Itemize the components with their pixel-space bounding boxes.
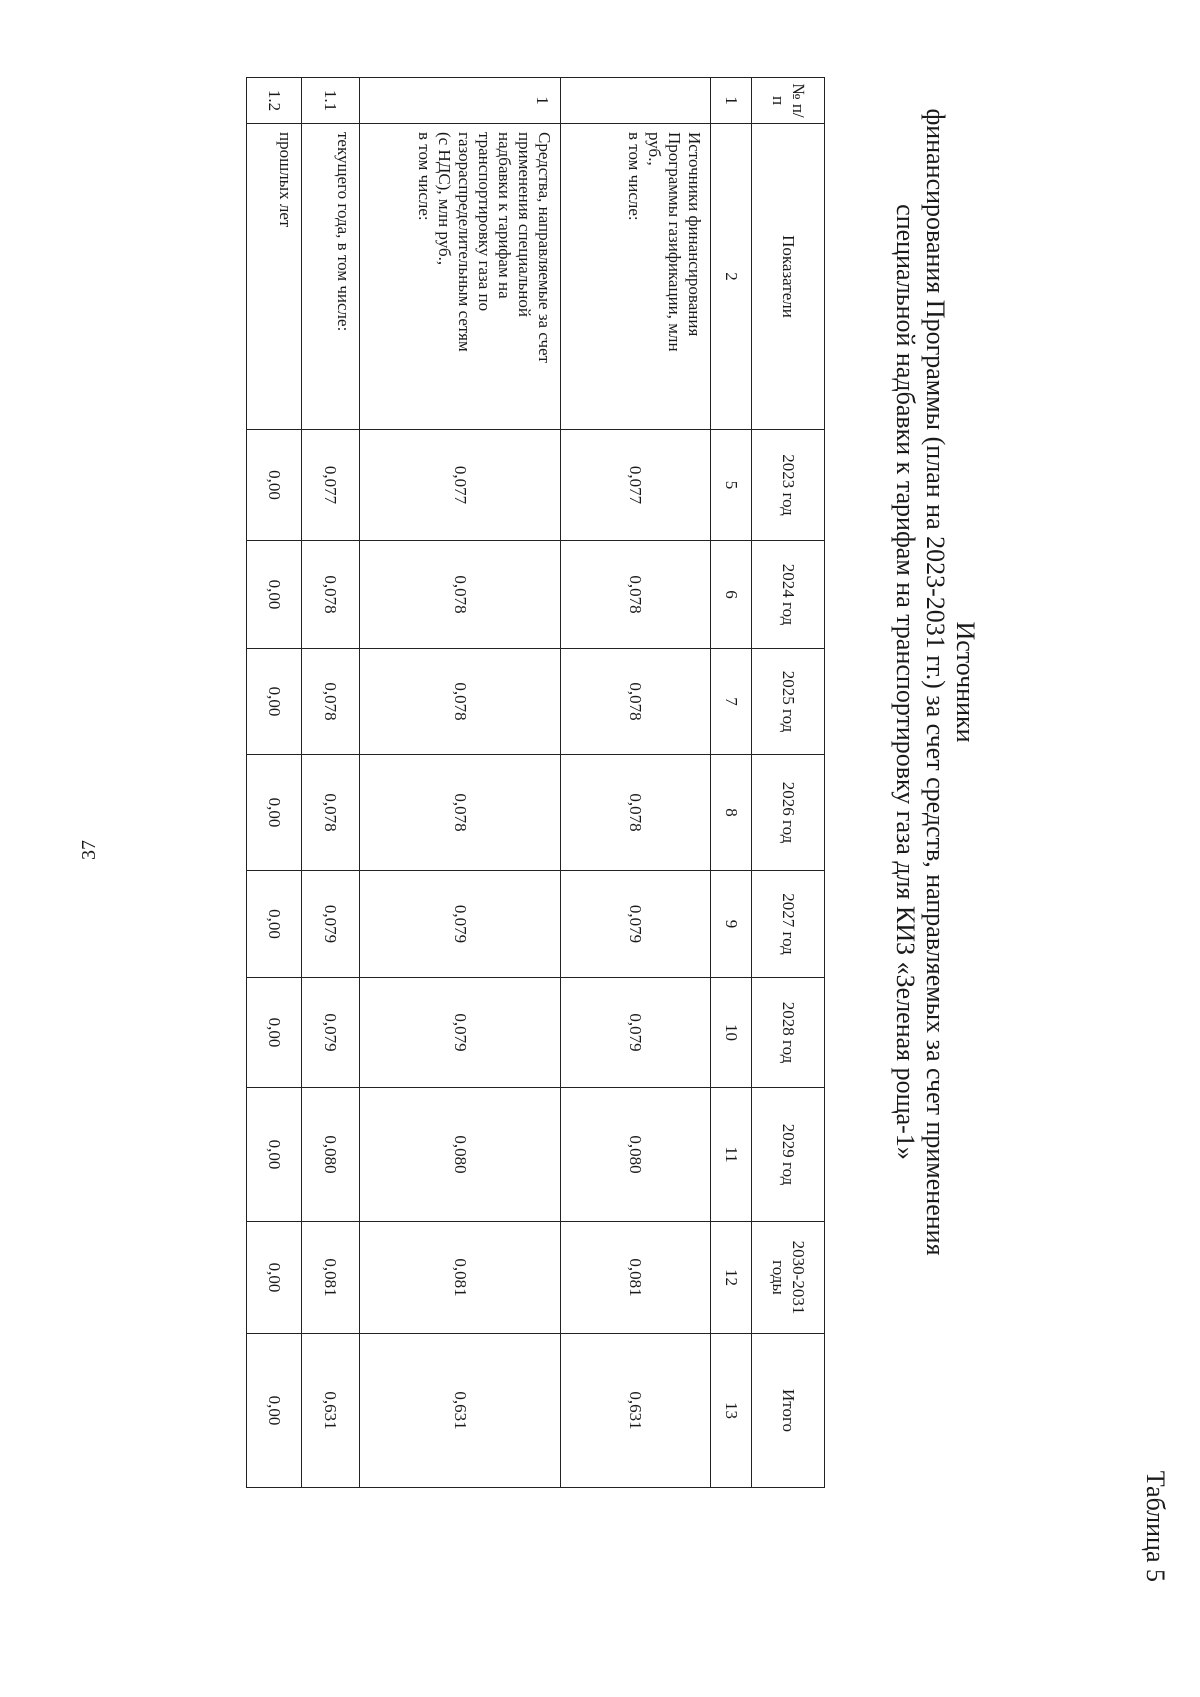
- header-cell: Показатели: [752, 124, 825, 430]
- indicator-line: надбавки к тарифам на: [495, 132, 514, 299]
- column-number-cell: 6: [711, 541, 752, 649]
- value-cell: 0,00: [247, 649, 302, 755]
- financing-table: [246, 77, 825, 1488]
- row-number-cell: [561, 78, 711, 124]
- value-cell: 0,077: [561, 430, 711, 541]
- title-line-2: финансирования Программы (план на 2023-2031 гг.) за счет средств, направляемых за счет применения: [921, 108, 950, 1256]
- table-row: [360, 78, 561, 1488]
- total-cell: 0,631: [561, 1334, 711, 1488]
- indicator-line: транспортировку газа по: [475, 132, 494, 312]
- column-number-cell: 12: [711, 1222, 752, 1334]
- value-cell: 0,080: [360, 1088, 561, 1222]
- header-cell: № п/п: [752, 78, 825, 124]
- document-title: [890, 32, 980, 1332]
- value-cell: 0,078: [302, 649, 360, 755]
- value-cell: 0,080: [561, 1088, 711, 1222]
- value-cell: 0,00: [247, 978, 302, 1088]
- value-cell: 0,081: [561, 1222, 711, 1334]
- value-cell: 0,077: [302, 430, 360, 541]
- value-cell: 0,081: [360, 1222, 561, 1334]
- header-cell: 2029 год: [752, 1088, 825, 1222]
- total-cell: 0,631: [360, 1334, 561, 1488]
- row-number-cell: 1.2: [247, 78, 302, 124]
- header-cell: 2023 год: [752, 430, 825, 541]
- table-row: [561, 78, 711, 1488]
- row-number-cell: 1.1: [302, 78, 360, 124]
- header-cell: 2028 год: [752, 978, 825, 1088]
- value-cell: 0,078: [360, 649, 561, 755]
- indicator-line: (с НДС), млн руб.,: [435, 132, 454, 266]
- value-cell: 0,080: [302, 1088, 360, 1222]
- title-line-3: специальной надбавки к тарифам на транспортировку газа для КИЗ «Зеленая роща-1»: [891, 204, 920, 1160]
- value-cell: 0,079: [360, 871, 561, 978]
- rotated-content: [205, 32, 1200, 1612]
- value-cell: 0,078: [561, 755, 711, 871]
- indicator-cell: прошлых лет: [247, 124, 302, 430]
- column-number-cell: 9: [711, 871, 752, 978]
- header-cell: Итого: [752, 1334, 825, 1488]
- value-cell: 0,00: [247, 430, 302, 541]
- header-cell: 2024 год: [752, 541, 825, 649]
- indicator-line: применения специальной: [515, 132, 534, 317]
- value-cell: 0,079: [302, 978, 360, 1088]
- value-cell: 0,077: [360, 430, 561, 541]
- column-number-cell: 13: [711, 1334, 752, 1488]
- value-cell: 0,079: [360, 978, 561, 1088]
- indicator-line: Программы газификации, млн: [665, 132, 684, 352]
- column-number-cell: 10: [711, 978, 752, 1088]
- value-cell: 0,00: [247, 1088, 302, 1222]
- indicator-line: в том числе:: [625, 132, 644, 221]
- column-number-cell: 5: [711, 430, 752, 541]
- value-cell: 0,00: [247, 541, 302, 649]
- header-cell: 2025 год: [752, 649, 825, 755]
- indicator-cell: [360, 124, 561, 430]
- value-cell: 0,079: [561, 871, 711, 978]
- value-cell: 0,00: [247, 871, 302, 978]
- column-number-cell: 11: [711, 1088, 752, 1222]
- total-cell: 0,00: [247, 1334, 302, 1488]
- header-cell: 2027 год: [752, 871, 825, 978]
- header-cell: 2026 год: [752, 755, 825, 871]
- indicator-line: газораспределительным сетям: [455, 132, 474, 352]
- value-cell: 0,078: [561, 649, 711, 755]
- value-cell: 0,078: [360, 755, 561, 871]
- value-cell: 0,079: [561, 978, 711, 1088]
- header-cell: 2030-2031 годы: [752, 1222, 825, 1334]
- column-number-cell: 7: [711, 649, 752, 755]
- row-number-cell: 1: [360, 78, 561, 124]
- value-cell: 0,078: [360, 541, 561, 649]
- total-cell: 0,631: [302, 1334, 360, 1488]
- indicator-line: руб.,: [645, 132, 664, 166]
- page-number: 37: [78, 840, 100, 860]
- indicator-line: в том числе:: [415, 132, 434, 221]
- value-cell: 0,078: [561, 541, 711, 649]
- indicator-line: Источники финансирования: [685, 132, 704, 337]
- column-number-cell: 1: [711, 78, 752, 124]
- table-row: [247, 78, 302, 1488]
- value-cell: 0,00: [247, 755, 302, 871]
- column-number-cell: 2: [711, 124, 752, 430]
- value-cell: 0,078: [302, 541, 360, 649]
- indicator-cell: [561, 124, 711, 430]
- column-number-cell: 8: [711, 755, 752, 871]
- table-row: [302, 78, 360, 1488]
- value-cell: 0,078: [302, 755, 360, 871]
- header-row: [752, 78, 825, 1488]
- indicator-cell: текущего года, в том числе:: [302, 124, 360, 430]
- value-cell: 0,00: [247, 1222, 302, 1334]
- value-cell: 0,081: [302, 1222, 360, 1334]
- table-label: Таблица 5: [1141, 1470, 1170, 1582]
- column-number-row: [711, 78, 752, 1488]
- value-cell: 0,079: [302, 871, 360, 978]
- indicator-line: Средства, направляемые за счет: [535, 132, 554, 364]
- title-line-1: Источники: [951, 621, 980, 743]
